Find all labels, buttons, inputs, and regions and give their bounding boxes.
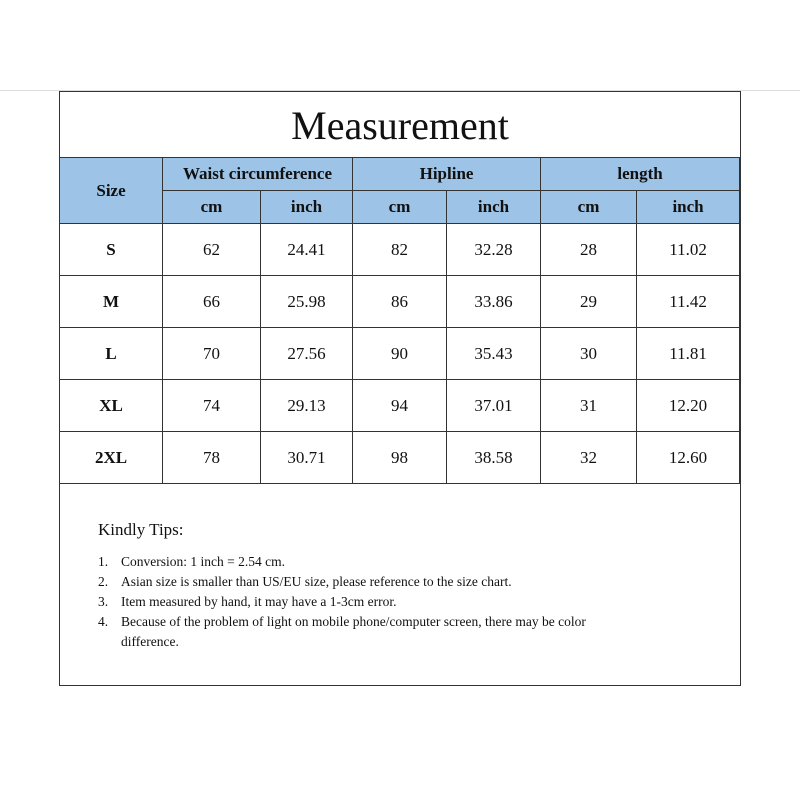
tip-item [98, 572, 611, 592]
header-unit: inch [261, 191, 353, 224]
value-cell: 35.43 [447, 328, 541, 380]
value-cell: 29.13 [261, 380, 353, 432]
value-cell: 90 [353, 328, 447, 380]
value-cell: 62 [163, 224, 261, 276]
header-unit: inch [447, 191, 541, 224]
value-cell: 11.02 [637, 224, 740, 276]
value-cell: 28 [541, 224, 637, 276]
measurement-table [59, 157, 740, 484]
size-cell: M [60, 276, 163, 328]
value-cell: 12.20 [637, 380, 740, 432]
header-waist: Waist circumference [163, 158, 353, 191]
value-cell: 33.86 [447, 276, 541, 328]
value-cell: 78 [163, 432, 261, 484]
tip-item [98, 612, 611, 652]
tip-item [98, 552, 611, 572]
size-cell: XL [60, 380, 163, 432]
tip-text: Because of the problem of light on mobile phone/computer screen, there may be color difference. [121, 614, 586, 649]
header-unit: inch [637, 191, 740, 224]
size-cell: L [60, 328, 163, 380]
value-cell: 25.98 [261, 276, 353, 328]
tip-text: Conversion: 1 inch = 2.54 cm. [121, 554, 285, 569]
tips-section [98, 520, 611, 652]
value-cell: 32.28 [447, 224, 541, 276]
value-cell: 29 [541, 276, 637, 328]
header-length: length [541, 158, 740, 191]
table-row [60, 224, 740, 276]
tips-title: Kindly Tips: [98, 520, 184, 539]
header-unit: cm [163, 191, 261, 224]
chart-title: Measurement [291, 103, 509, 148]
header-size: Size [60, 158, 163, 224]
tip-item [98, 592, 611, 612]
value-cell: 27.56 [261, 328, 353, 380]
value-cell: 74 [163, 380, 261, 432]
header-unit: cm [353, 191, 447, 224]
size-cell: S [60, 224, 163, 276]
value-cell: 30 [541, 328, 637, 380]
size-chart [59, 91, 741, 686]
table-row [60, 432, 740, 484]
header-unit: cm [541, 191, 637, 224]
tip-text: Asian size is smaller than US/EU size, please reference to the size chart. [121, 574, 512, 589]
value-cell: 70 [163, 328, 261, 380]
tip-number: 3. [98, 594, 109, 609]
table-row [60, 380, 740, 432]
tip-number: 2. [98, 574, 109, 589]
value-cell: 30.71 [261, 432, 353, 484]
value-cell: 82 [353, 224, 447, 276]
value-cell: 37.01 [447, 380, 541, 432]
value-cell: 86 [353, 276, 447, 328]
size-cell: 2XL [60, 432, 163, 484]
value-cell: 38.58 [447, 432, 541, 484]
value-cell: 11.81 [637, 328, 740, 380]
header-hipline: Hipline [353, 158, 541, 191]
value-cell: 11.42 [637, 276, 740, 328]
value-cell: 31 [541, 380, 637, 432]
value-cell: 32 [541, 432, 637, 484]
value-cell: 24.41 [261, 224, 353, 276]
tip-text: Item measured by hand, it may have a 1-3cm error. [121, 594, 397, 609]
tip-number: 1. [98, 554, 109, 569]
table-row [60, 276, 740, 328]
tip-number: 4. [98, 614, 109, 629]
value-cell: 94 [353, 380, 447, 432]
value-cell: 98 [353, 432, 447, 484]
value-cell: 12.60 [637, 432, 740, 484]
table-row [60, 328, 740, 380]
value-cell: 66 [163, 276, 261, 328]
